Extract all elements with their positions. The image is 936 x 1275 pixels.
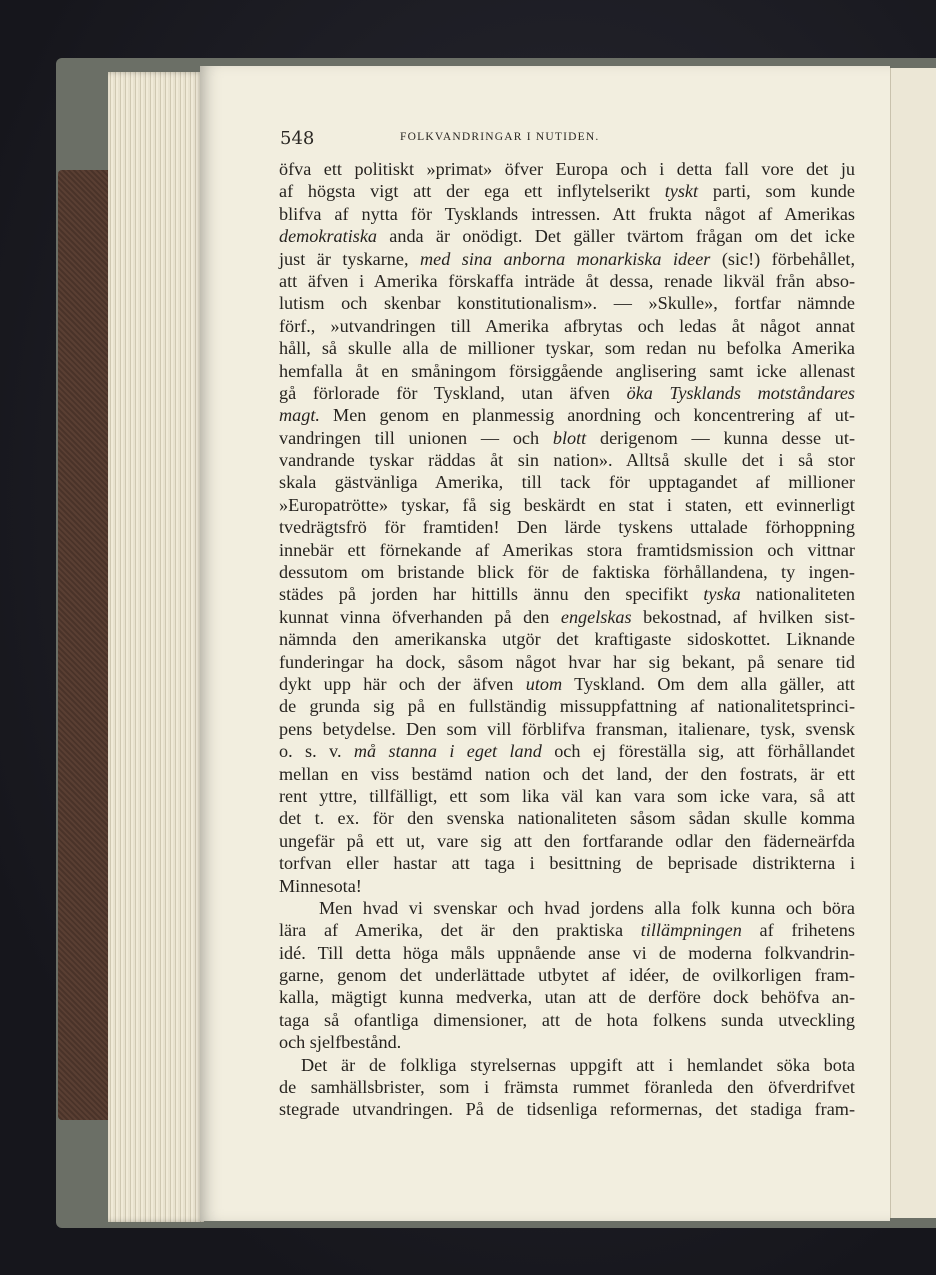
text-line [279,651,855,673]
text-line [279,1076,855,1098]
text-line [279,830,855,852]
text-line [279,807,855,829]
running-head: FOLKVANDRINGAR I NUTIDEN. [400,131,600,143]
page-edges [108,72,204,1222]
italic-text: demokratiska [279,226,377,247]
text-segment: garne, genom det underlättade utbytet af idéer, de ovilkorligen fram- [279,965,855,986]
text-segment: rent yttre, tillfälligt, ett som lika väl kan vara som icke vara, så att [279,785,855,806]
text-segment: vandringen till unionen — och [279,427,553,448]
text-segment: lära af Amerika, det är den praktiska [279,920,641,941]
text-line [279,986,855,1008]
text-line [279,180,855,202]
text-segment: öfva ett politiskt »primat» öfver Europa och i detta fall vore det ju [279,159,855,179]
text-line [279,382,855,404]
text-segment: att äfven i Amerika förskaffa inträde åt dessa, renade likväl från abso- [279,270,855,291]
text-line [279,673,855,695]
text-line [279,248,855,270]
text-segment: idé. Till detta höga måls uppnående anse vi de moderna folkvandrin- [279,942,855,963]
text-segment: håll, så skulle alla de millioner tyskar, som redan nu befolka Amerika [279,338,855,359]
text-segment: Tyskland. Om dem alla gäller, att [562,673,855,694]
text-line [279,1009,855,1031]
text-line [279,763,855,785]
text-segment: Det är de folkliga styrelsernas uppgift att i hemlandet söka bota [301,1054,855,1075]
text-segment: nationaliteten [740,584,856,605]
text-segment: städes på jorden har hittills ännu den specifikt [279,584,704,605]
italic-text: magt. [279,405,320,426]
text-line [279,695,855,717]
text-segment: lutism och skenbar konstitutionalism». — »Skulle», fortfar nämnde [279,293,855,314]
text-line [279,427,855,449]
text-segment: »Europatrötte» tyskar, få sig beskärdt en stat i staten, ett evinnerligt [279,494,855,515]
text-line [279,292,855,314]
text-line [279,158,855,180]
text-segment: nämnda den amerikanska utgör det kraftigaste sidoskottet. Liknande [279,629,855,650]
text-line [279,516,855,538]
text-segment: (sic!) förbehållet, [710,248,855,269]
text-line [279,315,855,337]
text-line [279,561,855,583]
italic-text: utom [525,673,563,694]
text-line [279,1098,855,1120]
text-segment: just är tyskarne, [279,248,420,269]
text-segment: taga så ofantliga dimensioner, att de hota folkens sunda utveckling [279,1009,855,1030]
text-segment: pens betydelse. Den som vill förblifva fransman, italienare, tysk, svensk [279,718,855,739]
text-segment: och ej föreställa sig, att förhållandet [541,741,855,762]
text-line [279,740,855,762]
text-line [279,583,855,605]
text-segment: de grunda sig på en fullständig missuppfattning af nationalitetsprinci- [279,696,855,717]
italic-text: engelskas [560,606,632,627]
italic-text: tyska [703,584,741,605]
text-segment: förf., »utvandringen till Amerika afbrytas och ledas åt något annat [279,315,855,336]
text-segment: dessutom om bristande blick för de faktiska förhållandena, ty ingen- [279,562,855,583]
page-number: 548 [280,128,315,149]
text-segment: o. s. v. [279,741,354,762]
text-line [279,1031,855,1053]
text-segment: Men genom en planmessig anordning och koncentrering af ut- [319,405,855,426]
text-segment: kalla, mägtigt kunna medverka, utan att de derföre dock behöfva an- [279,987,855,1008]
text-line [279,360,855,382]
text-line [279,337,855,359]
text-line [279,919,855,941]
text-line [279,404,855,426]
text-segment: skala gästvänliga Amerika, till tack för upptagandet af millioner [279,472,855,493]
text-line [279,897,855,919]
text-line [279,942,855,964]
text-line [279,875,855,897]
text-line [279,628,855,650]
text-segment: torfvan eller hastar att taga i besittning de beprisade distrikterna i [279,853,855,874]
text-segment: mellan en viss bestämd nation och det land, der den fostrats, är ett [279,763,855,784]
text-segment: Minnesota! [279,875,362,896]
text-segment: parti, som kunde [698,181,855,202]
text-segment: Men hvad vi svenskar och hvad jordens alla folk kunna och böra [319,897,855,918]
facing-page-edge [890,68,936,1218]
text-segment: af frihetens [741,920,855,941]
text-line [279,203,855,225]
text-segment: funderingar ha dock, såsom något hvar har sig bekant, på senare tid [279,651,855,672]
text-segment: innebär ett förnekande af Amerikas stora framtidsmission och vittnar [279,539,855,560]
text-line [279,225,855,247]
text-line [279,539,855,561]
text-line [279,270,855,292]
text-segment: hemfalla åt en småningom försiggående anglisering samt icke allenast [279,360,855,381]
text-segment: de samhällsbrister, som i främsta rummet föranleda den öfverdrifvet [279,1077,855,1098]
text-line [279,785,855,807]
text-line [279,964,855,986]
italic-text: med sina anborna monarkiska ideer [419,248,711,269]
italic-text: blott [552,427,587,448]
text-line [279,606,855,628]
text-segment: anda är onödigt. Det gäller tvärtom frågan om det icke [377,226,855,247]
text-segment: dykt upp här och der äfven [279,673,526,694]
italic-text: tyskt [664,181,699,202]
italic-text: öka Tysklands motståndares [626,382,855,403]
body-text [279,158,855,1121]
text-line [279,449,855,471]
text-segment: blifva af nytta för Tysklands intressen. Att frukta något af Amerikas [279,203,855,224]
italic-text: tillämpningen [640,920,742,941]
text-segment: bekostnad, af hvilken sist- [631,606,855,627]
text-segment: ungefär på ett ut, vare sig att den fortfarande odlar den fäderneärfda [279,830,855,851]
text-segment: stegrade utvandringen. På de tidsenliga reformernas, det stadiga fram- [279,1099,855,1120]
text-segment: vandrande tyskar räddas åt sin nation». Alltså skulle det i så stor [279,450,855,471]
text-segment: af högsta vigt att der ega ett inflytelserikt [279,181,665,202]
text-line [279,852,855,874]
text-segment: och sjelfbestånd. [279,1032,402,1053]
text-line [279,718,855,740]
text-segment: det t. ex. för den svenska nationaliteten såsom sådan skulle komma [279,808,855,829]
text-line [279,471,855,493]
text-segment: gå förlorade för Tyskland, utan äfven [279,382,627,403]
page-header [280,128,860,152]
text-line [279,1054,855,1076]
text-segment: kunnat vinna öfverhanden på den [279,606,561,627]
text-segment: derigenom — kunna desse ut- [586,427,856,448]
italic-text: må stanna i eget land [353,741,542,762]
text-line [279,494,855,516]
text-segment: tvedrägtsfrö för framtiden! Den lärde tyskens uttalade förhoppning [279,517,855,538]
